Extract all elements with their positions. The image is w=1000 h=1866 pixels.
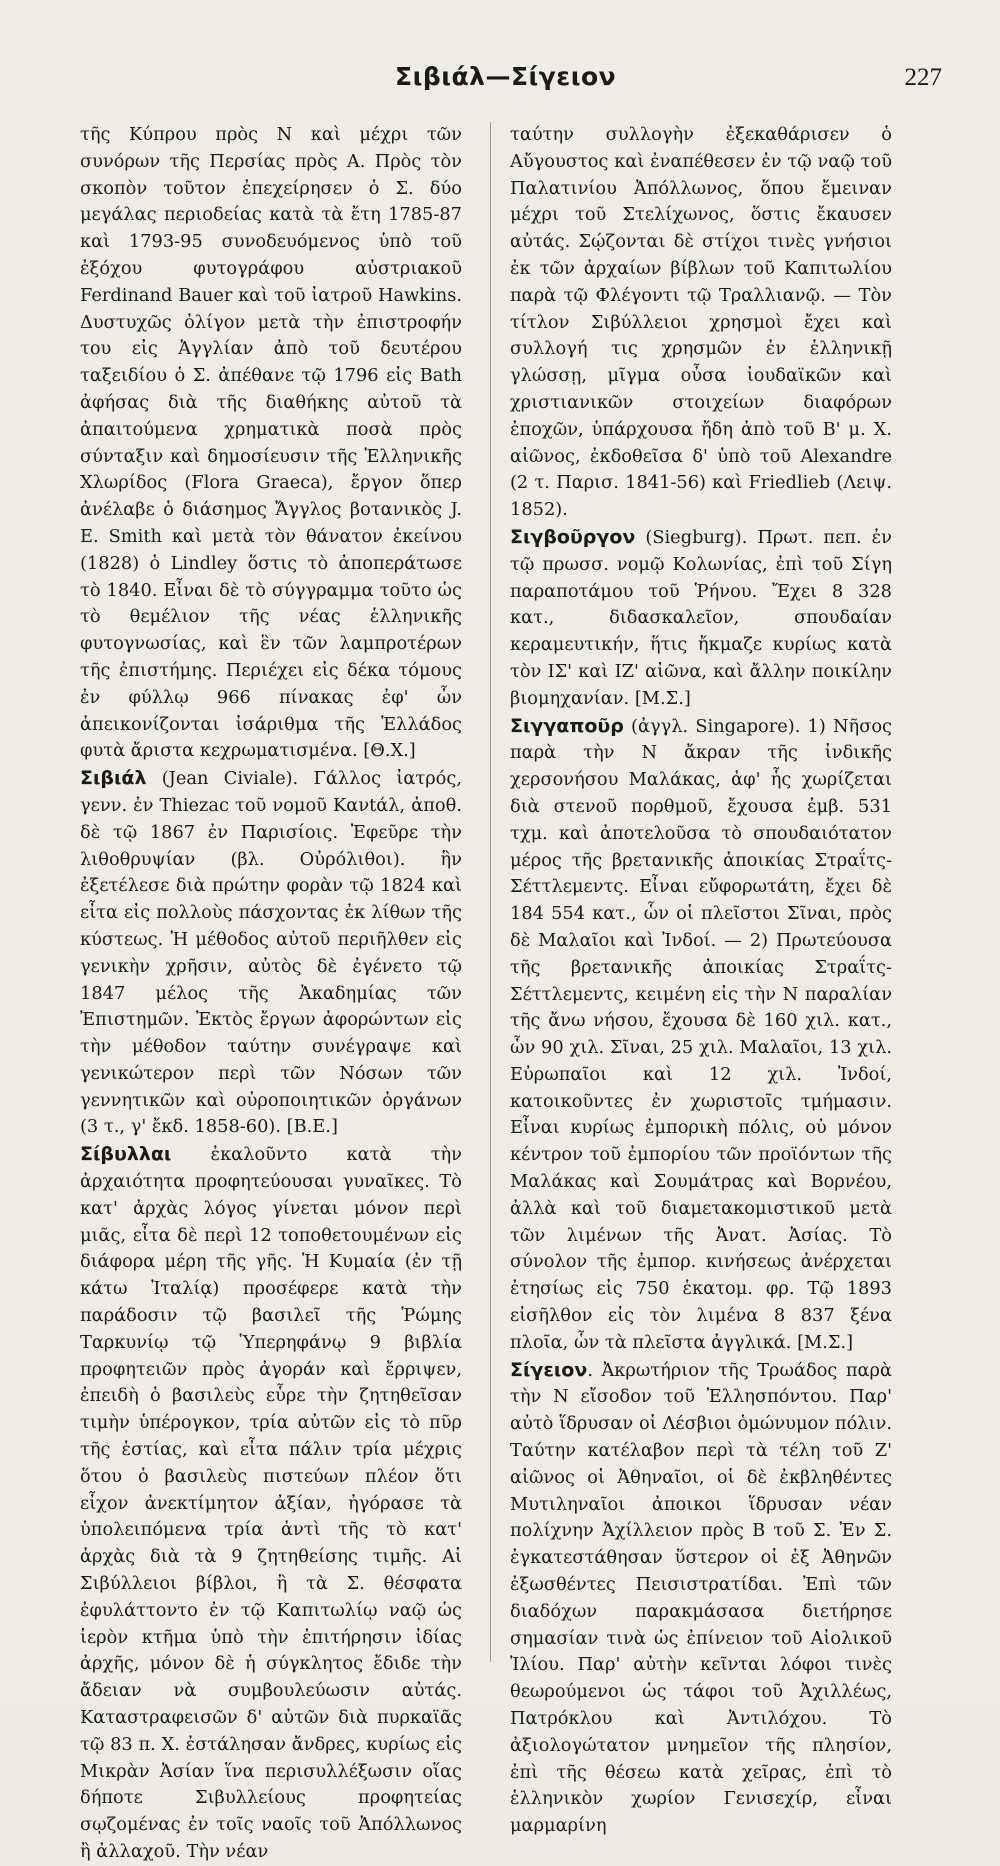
- page-header: [0, 58, 1000, 98]
- entry-civiale: [80, 765, 462, 1141]
- running-head: Σιβιάλ—Σίγειον: [395, 62, 617, 91]
- headword: Σιβιάλ: [80, 767, 147, 790]
- entry-sigeion: [510, 1357, 892, 1840]
- headword: Σιγβοῦργον: [510, 525, 636, 548]
- headword: Σίβυλλαι: [80, 1143, 172, 1166]
- entry-singapore: [510, 713, 892, 1357]
- entry-text: ταύτην συλλογὴν ἐξεκαθάρισεν ὁ Αὔγουστος καὶ ἐναπέθεσεν ἐν τῷ ναῷ τοῦ Παλατινίου Ἀπόλλωνος, ὅπου ἔμειναν μέχρι τοῦ Στελίχωνος, ὅστις ἔκαυσεν αὐτάς. Σῴζονται δὲ στίχοι τινὲς γνήσιοι ἐκ τῶν ἀρχαίων βίβλων τοῦ Καπιτωλίου παρὰ τῷ Φλέγοντι τῷ Τραλλιανῷ. — Τὸν τίτλον Σιβύλλειοι χρησμοὶ ἔχει καὶ συλλογή τις χρησμῶν ἐν ἑλληνικῇ γλώσσῃ, μῖγμα οὖσα ἰουδαϊκῶν καὶ χριστιανικῶν στοιχείων διαφόρων ἐποχῶν, ὑπάρχουσα ἤδη ἀπὸ τοῦ Β' μ. Χ. αἰῶνος, ἐκδοθεῖσα δ' ὑπὸ τοῦ Alexandre (2 τ. Παρισ. 1841-56) καὶ Friedlieb (Λειψ. 1852).: [510, 124, 892, 521]
- headword: Σιγγαποῦρ: [510, 714, 624, 737]
- entry-text: . Ἀκρωτήριον τῆς Τρωάδος παρὰ τὴν Ν εἴσοδον τοῦ Ἑλλησπόντου. Παρ' αὐτὸ ἵδρυσαν οἱ Λέσβιοι ὁμώνυμον πόλιν. Ταύτην κατέλαβον περὶ τὰ τέλη τοῦ Ζ' αἰῶνος οἱ Ἀθηναῖοι, οἱ δὲ ἐκβληθέντες Μυτιληναῖοι ἀποικοι ἵδρυσαν νέαν πολίχνην Ἀχίλλειον πρὸς Β τοῦ Σ. Ἐν Σ. ἐγκατεστάθησαν ὕστερον οἱ ἐξ Ἀθηνῶν ἐξωσθέντες Πεισιστρατίδαι. Ἐπὶ τῶν διαδόχων παρακμάσασα διετήρησε σημασίαν τινὰ ὡς ἐπίνειον τοῦ Αἰολικοῦ Ἰλίου. Παρ' αὐτὴν κεῖνται λόφοι τινὲς θεωρούμενοι ὡς τάφοι τοῦ Ἀχιλλέως, Πατρόκλου καὶ Ἀντιλόχου. Τὸ ἀξιολογώτατον μνημεῖον τῆς πλησίον, ἐπὶ τῆς θέσεω κατὰ χεῖρας, ἐπὶ τὸ ἑλληνικὸν χωρίον Γενισεχίρ, εἶναι μαρμαρίνη: [510, 1359, 892, 1837]
- entry-text: (Jean Civiale). Γάλλος ἰατρός, γενν. ἐν Thiezac τοῦ νομοῦ Κανtάλ, ἀποθ. δὲ τῷ 1867 ἐν Παρισίοις. Ἐφεῦρε τὴν λιθοθρυψίαν (βλ. Οὐρόλιθοι). ἣν ἐξετέλεσε διὰ πρώτην φορὰν τῷ 1824 καὶ εἶτα εἰς πολλοὺς πάσχοντας ἐκ λίθων τῆς κύστεως. Ἡ μέθοδος αὐτοῦ περιῆλθεν εἰς γενικὴν χρῆσιν, αὐτὸς δὲ ἐγένετο τῷ 1847 μέλος τῆς Ἀκαδημίας τῶν Ἐπιστημῶν. Ἐκτὸς ἔργων ἀφορώντων εἰς τὴν μέθοδον ταύτην συνέγραψε καὶ γενικώτερον περὶ τῶν Νόσων τῶν γεννητικῶν καὶ οὐροποιητικῶν ὀργάνων (3 τ., γ' ἔκδ. 1858-60). [Β.Ε.]: [80, 768, 462, 1138]
- entry-siegburg: [510, 524, 892, 713]
- entry-text: τῆς Κύπρου πρὸς Ν καὶ μέχρι τῶν συνόρων τῆς Περσίας πρὸς Α. Πρὸς τὸν σκοπὸν τοῦτον ἐπεχείρησεν ὁ Σ. δύο μεγάλας περιοδείας κατὰ τὰ ἔτη 1785-87 καὶ 1793-95 συνοδευόμενος ὑπὸ τοῦ ἐξόχου φυτογράφου αὐστριακοῦ Ferdinand Bauer καὶ τοῦ ἰατροῦ Hawkins. Δυστυχῶς ὀλίγον μετὰ τὴν ἐπιστροφήν του εἰς Ἀγγλίαν ἀπὸ τοῦ δευτέρου ταξειδίου ὁ Σ. ἀπέθανε τῷ 1796 εἰς Bath ἀφήσας διὰ τῆς διαθήκης αὐτοῦ τὰ ἀπαιτούμενα χρηματικὰ ποσὰ πρὸς σύνταξιν καὶ δημοσίευσιν τῆς Ἑλληνικῆς Χλωρίδος (Flora Graeca), ἔργον ὅπερ ἀνέλαβε ὁ διάσημος Ἄγγλος βοτανικὸς J. E. Smith καὶ μετὰ τὸν θάνατον ἐκείνου (1828) ὁ Lindley ὅστις τὸ ἀποπεράτωσε τὸ 1840. Εἶναι δὲ τὸ σύγγραμμα τοῦτο ὡς τὸ θεμέλιον τῆς νέας ἑλληνικῆς φυτογνωσίας, καὶ ἓν τῶν λαμπροτέρων τῆς ἐπιστήμης. Περιέχει εἰς δέκα τόμους ἐν φύλλῳ 966 πίνακας ἐφ' ὧν ἀπεικονίζονται ἰσάριθμα τῆς Ἑλλάδος φυτὰ ἄριστα κεχρωματισμένα. [Θ.Χ.]: [80, 124, 462, 762]
- column-divider: [490, 122, 491, 1662]
- left-column: [80, 122, 462, 1866]
- page-number: 227: [904, 64, 942, 91]
- right-column: [510, 122, 892, 1840]
- entry-text: ἐκαλοῦντο κατὰ τὴν ἀρχαιότητα προφητεύουσαι γυναῖκες. Τὸ κατ' ἀρχὰς λόγος γίνεται μόνον περὶ μιᾶς, εἶτα δὲ περὶ 12 τοποθετουμένων εἰς διάφορα μέρη τῆς γῆς. Ἡ Κυμαία (ἐν τῇ κάτω Ἰταλίᾳ) προσέφερε κατὰ τὴν παράδοσιν τῷ βασιλεῖ τῆς Ῥώμης Ταρκυνίῳ τῷ Ὑπερηφάνῳ 9 βιβλία προφητειῶν πρὸς ἀγοράν καὶ ἔρριψεν, ἐπειδὴ ὁ βασιλεὺς εὗρε τὴν ζητηθεῖσαν τιμὴν ὑπέρογκον, τρία αὐτῶν εἰς τὸ πῦρ τῆς ἑστίας, καὶ εἶτα πάλιν τρία μέχρις ὅτου ὁ βασιλεὺς πιστεύων πλέον ὅτι εἶχον ἀνεκτίμητον ἀξίαν, ἠγόρασε τὰ ὑπολειπόμενα τρία ἀντὶ τῆς τὸ κατ' ἀρχὰς διὰ τὰ 9 ζητηθείσης τιμῆς. Αἱ Σιβύλλειοι βίβλοι, ἢ τὰ Σ. θέσφατα ἐφυλάττοντο ἐν τῷ Καπιτωλίῳ ναῷ ὡς ἱερὸν κτῆμα ὑπὸ τὴν ἐπιτήρησιν ἰδίας ἀρχῆς, μόνον δὲ ἡ σύγκλητος ἔδιδε τὴν ἄδειαν νὰ συμβουλεύωσιν αὐτάς. Καταστραφεισῶν δ' αὐτῶν διὰ πυρκαϊᾶς τῷ 83 π. Χ. ἐστάλησαν ἄνδρες, κυρίως εἰς Μικρὰν Ἀσίαν ἵνα περισυλλέξωσιν οἵας δήποτε Σιβυλλείους προφητείας σῳζομένας ἐν τοῖς ναοῖς τοῦ Ἀπόλλωνος ἢ ἀλλαχοῦ. Τὴν νέαν: [80, 1144, 462, 1862]
- entry-sibyllai-continuation: [510, 122, 892, 524]
- entry-sibyllai: [80, 1141, 462, 1866]
- entry-text: (Siegburg). Πρωτ. πεπ. ἐν τῷ πρωσσ. νομῷ Κολωνίας, ἐπὶ τοῦ Σίγη παραποτάμου τοῦ Ῥήνου. Ἔχει 8 328 κατ., διδασκαλεῖον, σπουδαίαν κεραμευτικήν, ἥτις ἤκμαζε κυρίως κατὰ τὸν ΙΣ' καὶ ΙΖ' αἰῶνα, καὶ ἄλλην ποικίλην βιομηχανίαν. [Μ.Σ.]: [510, 526, 892, 709]
- entry-sibthorp-continuation: [80, 122, 462, 765]
- entry-text: (ἀγγλ. Singapore). 1) Νῆσος παρὰ τὴν Ν ἄκραν τῆς ἰνδικῆς χερσονήσου Μαλάκας, ἀφ' ἧς χωρίζεται διὰ στενοῦ πορθμοῦ, ἔχουσα ἐμβ. 531 τχμ. καὶ ἀποτελοῦσα τὸ σπουδαιότατον μέρος τῆς βρετανικῆς ἀποικίας Στραΐτς-Σέττλεμεντς. Εἶναι εὔφορωτάτη, ἔχει δὲ 184 554 κατ., ὧν οἱ πλεῖστοι Σῖναι, πρὸς δὲ Μαλαῖοι καὶ Ἰνδοί. — 2) Πρωτεύουσα τῆς βρετανικῆς ἀποικίας Στραΐτς-Σέττλεμεντς, κειμένη εἰς τὴν Ν παραλίαν τῆς ἄνω νήσου, ἔχουσα δὲ 160 χιλ. κατ., ὧν 90 χιλ. Σῖναι, 25 χιλ. Μαλαῖοι, 13 χιλ. Εὐρωπαῖοι καὶ 12 χιλ. Ἰνδοί, κατοικοῦντες ἐν χωριστοῖς τμήμασιν. Εἶναι κυρίως ἐμπορικὴ πόλις, οὐ μόνον κέντρον τοῦ ἐμπορίου τῶν προϊόντων τῆς Μαλάκας καὶ Σουμάτρας καὶ Βορνέου, ἀλλὰ καὶ τοῦ διαμετακομιστικοῦ μετὰ τῶν λιμένων τῆς Ἀνατ. Ἀσίας. Τὸ σύνολον τῆς ἐμπορ. κινήσεως ἀνέρχεται ἐτησίως εἰς 750 ἑκατομ. φρ. Τῷ 1893 εἰσῆλθον εἰς τὸν λιμένα 8 837 ξένα πλοῖα, ὧν τὰ πλεῖστα ἀγγλικά. [Μ.Σ.]: [510, 715, 892, 1353]
- headword: Σίγειον: [510, 1358, 588, 1381]
